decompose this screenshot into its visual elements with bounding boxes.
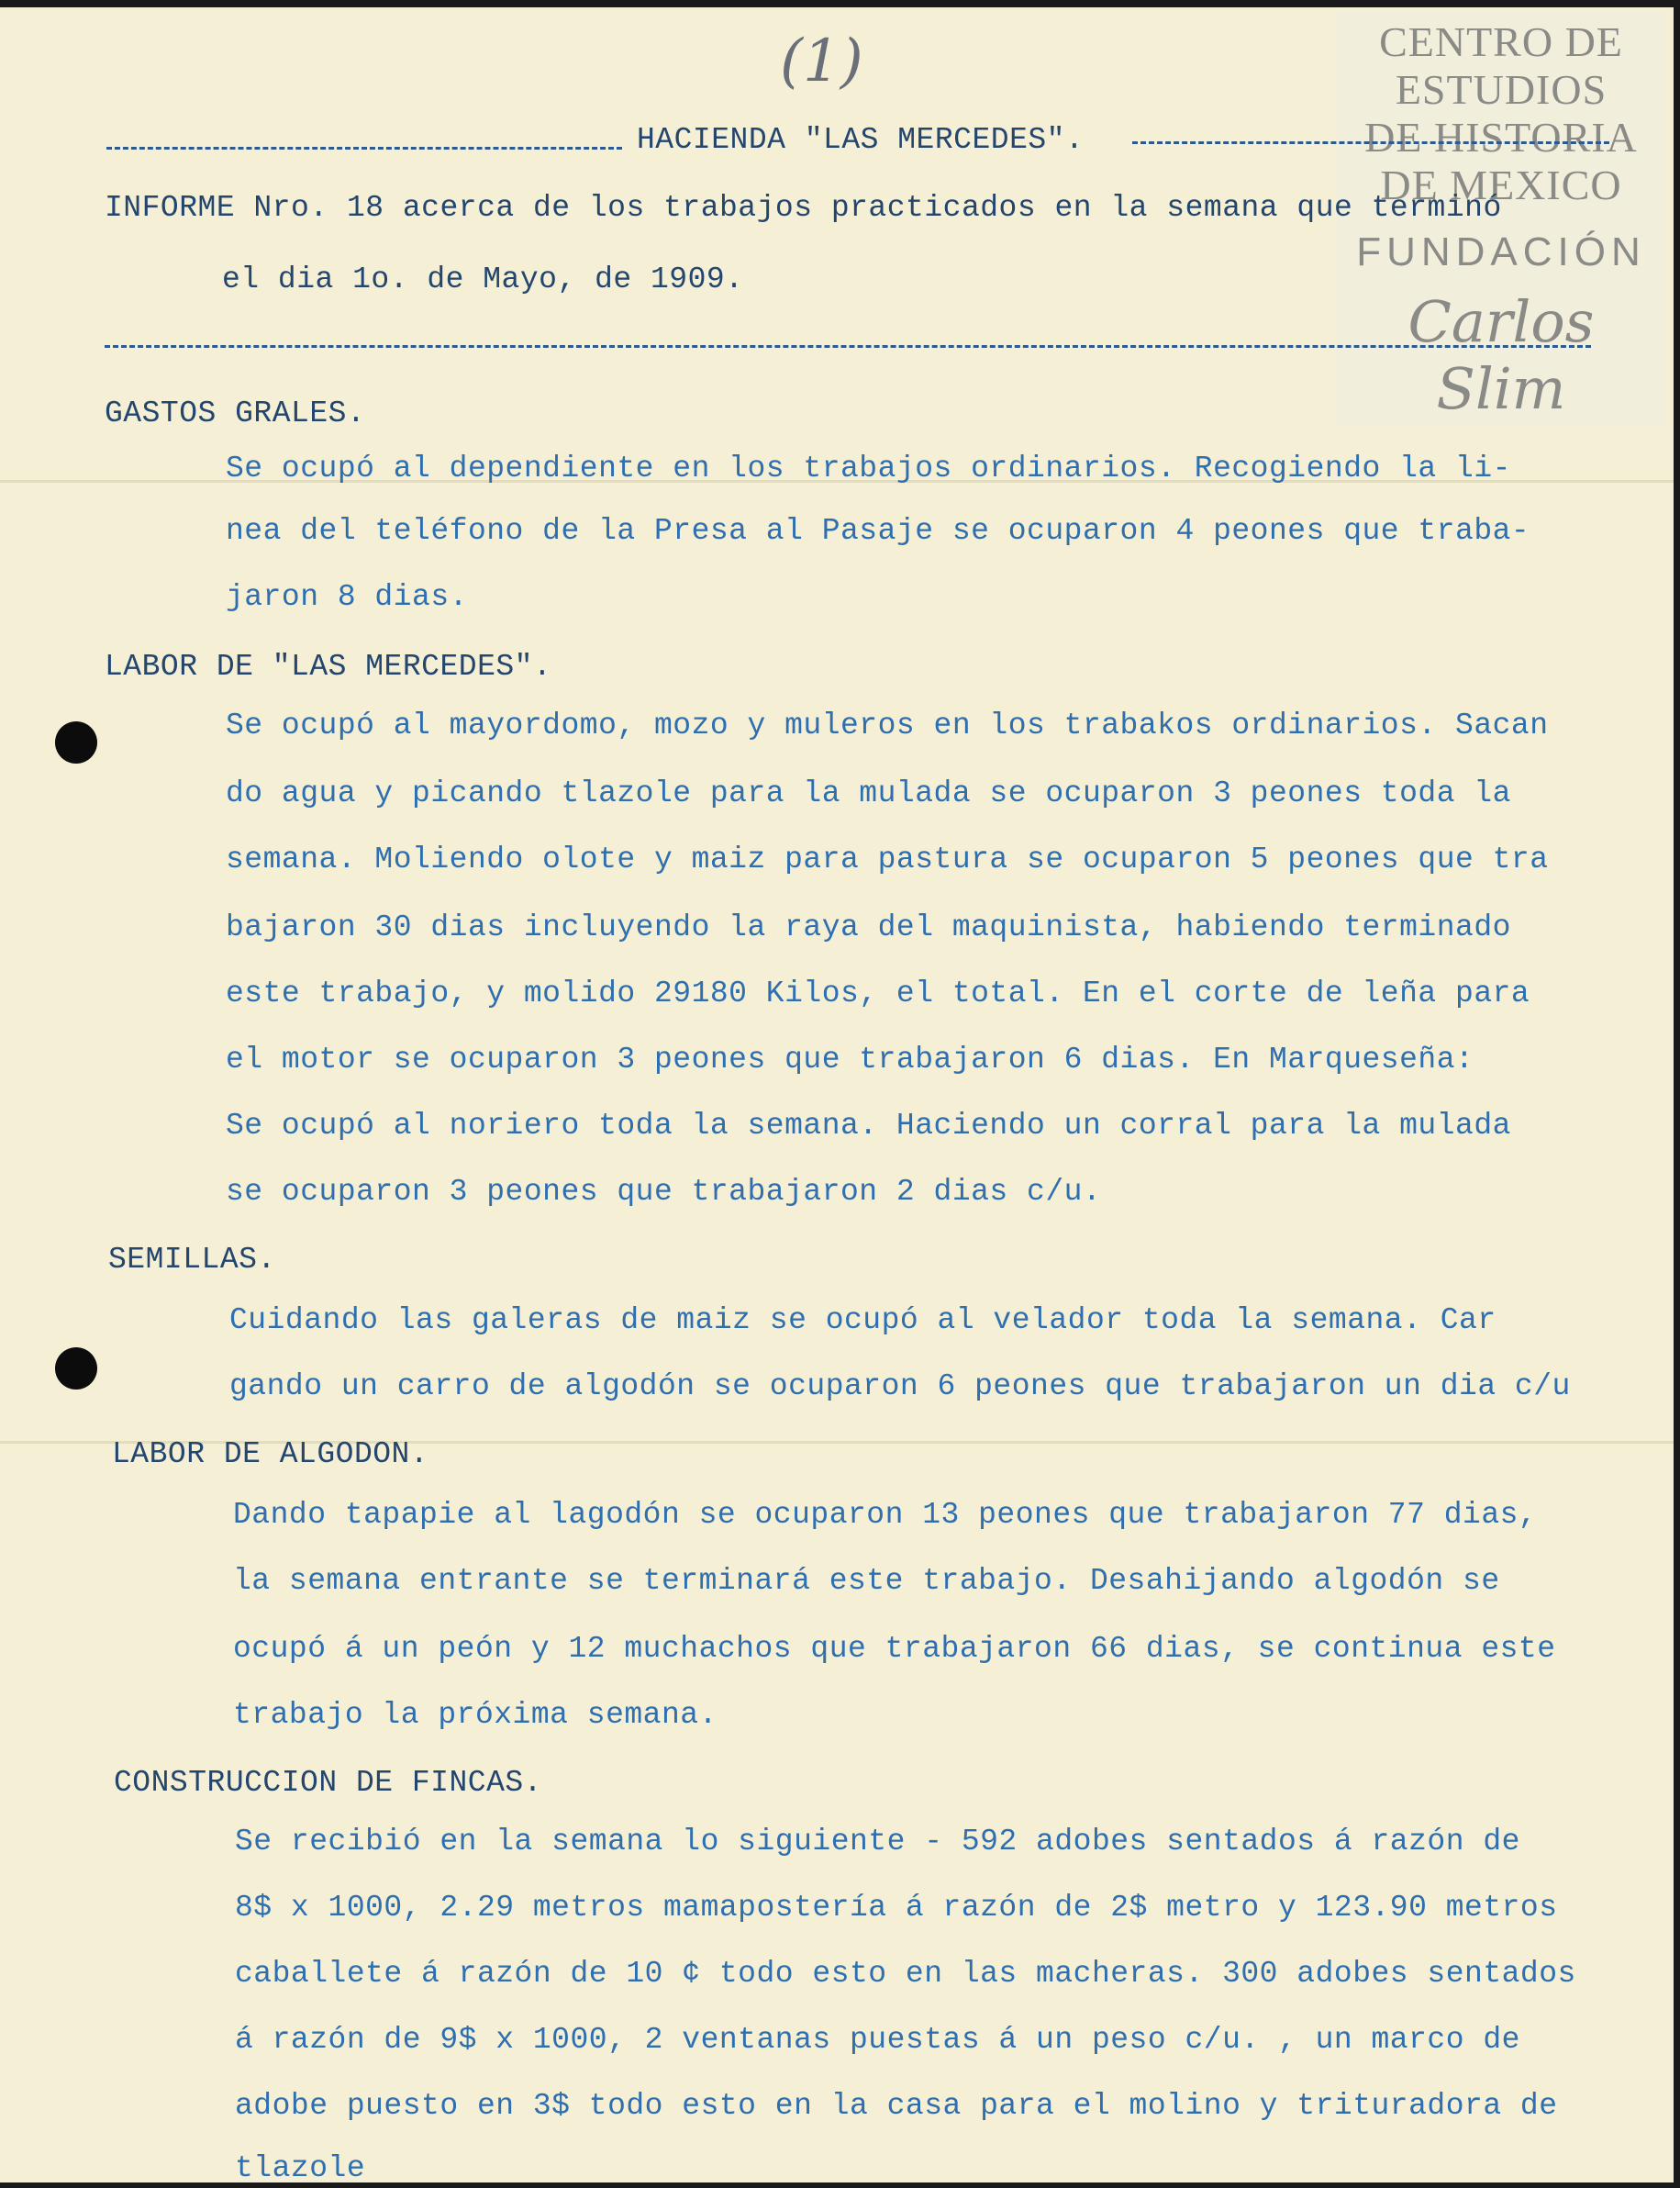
body-line: tlazole — [235, 2151, 366, 2182]
intro-line: el dia 1o. de Mayo, de 1909. — [222, 262, 744, 296]
body-line: este trabajo, y molido 29180 Kilos, el total. En el corte de leña para — [226, 977, 1530, 1010]
body-line: nea del teléfono de la Presa al Pasaje se ocuparon 4 peones que traba- — [226, 514, 1530, 548]
punch-hole — [55, 721, 97, 764]
dashed-rule — [1132, 141, 1609, 144]
body-line: la semana entrante se terminará este trabajo. Desahijando algodón se — [233, 1564, 1500, 1598]
body-line: gando un carro de algodón se ocuparon 6 peones que trabajaron un dia c/u — [229, 1369, 1571, 1403]
watermark-line: ESTUDIOS — [1395, 66, 1608, 113]
body-line: Se ocupó al dependiente en los trabajos ordinarios. Recogiendo la li- — [226, 452, 1511, 486]
dashed-rule — [105, 345, 1591, 348]
body-line: 8$ x 1000, 2.29 metros mamapostería á razón de 2$ metro y 123.90 metros — [235, 1891, 1558, 1925]
handwritten-mark: (1) — [780, 28, 863, 95]
watermark-line: DE HISTORIA — [1364, 114, 1638, 161]
body-line: jaron 8 dias. — [226, 580, 468, 614]
body-line: adobe puesto en 3$ todo esto en la casa para el molino y trituradora de — [235, 2089, 1558, 2123]
body-line: ocupó á un peón y 12 muchachos que trabajaron 66 dias, se continua este — [233, 1632, 1556, 1666]
body-line: Dando tapapie al lagodón se ocuparon 13 peones que trabajaron 77 dias, — [233, 1498, 1538, 1532]
body-line: á razón de 9$ x 1000, 2 ventanas puestas á un peso c/u. , un marco de — [235, 2023, 1520, 2057]
body-line: Se ocupó al mayordomo, mozo y muleros en los trabakos ordinarios. Sacan — [226, 709, 1549, 742]
body-line: semana. Moliendo olote y maiz para pastura se ocuparon 5 peones que tra — [226, 843, 1549, 876]
dashed-rule — [106, 147, 622, 150]
body-line: el motor se ocuparon 3 peones que trabajaron 6 dias. En Marqueseña: — [226, 1043, 1474, 1077]
section-heading: LABOR DE ALGODON. — [112, 1437, 429, 1471]
section-heading: SEMILLAS. — [108, 1243, 276, 1277]
section-heading: LABOR DE "LAS MERCEDES". — [105, 650, 552, 684]
watermark-line: DE MEXICO — [1380, 162, 1622, 208]
body-line: Se recibió en la semana lo siguiente - 592 adobes sentados á razón de — [235, 1825, 1520, 1859]
watermark-line: CENTRO DE — [1379, 18, 1623, 65]
document-title: HACIENDA "LAS MERCEDES". — [637, 123, 1085, 157]
punch-hole — [55, 1347, 97, 1390]
body-line: Cuidando las galeras de maiz se ocupó al velador toda la semana. Car — [229, 1303, 1496, 1337]
body-line: caballete á razón de 10 ¢ todo esto en las macheras. 300 adobes sentados — [235, 1957, 1576, 1991]
watermark-signature: Carlos Slim — [1407, 288, 1595, 422]
section-heading: GASTOS GRALES. — [105, 396, 366, 430]
intro-line: INFORME Nro. 18 acerca de los trabajos practicados en la semana que terminó — [105, 191, 1502, 225]
body-line: Se ocupó al noriero toda la semana. Haciendo un corral para la mulada — [226, 1109, 1511, 1143]
body-line: do agua y picando tlazole para la mulada se ocuparon 3 peones toda la — [226, 776, 1511, 810]
body-line: bajaron 30 dias incluyendo la raya del maquinista, habiendo terminado — [226, 910, 1511, 944]
document-page — [0, 7, 1674, 2182]
section-heading: CONSTRUCCION DE FINCAS. — [114, 1766, 542, 1800]
body-line: trabajo la próxima semana. — [233, 1698, 718, 1732]
watermark-foundation: FUNDACIÓN — [1356, 229, 1646, 274]
body-line: se ocuparon 3 peones que trabajaron 2 dias c/u. — [226, 1175, 1102, 1209]
